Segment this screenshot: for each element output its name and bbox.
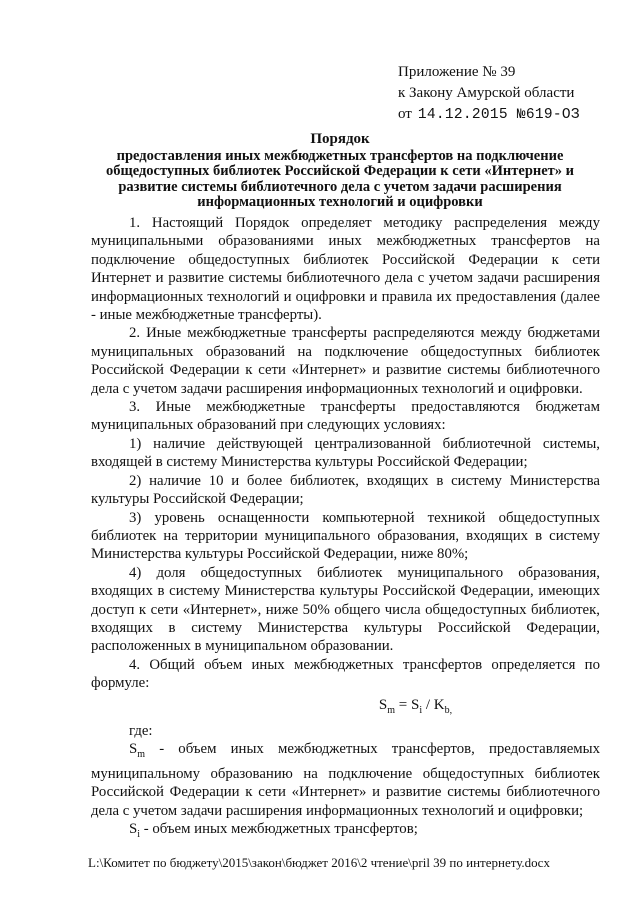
- formula-i-sub: i: [419, 704, 423, 716]
- title-line-1: предоставления иных межбюджетных трансфертов на подключение: [116, 147, 564, 164]
- appendix-from-label: от: [398, 106, 412, 122]
- paragraph-2: 2. Иные межбюджетные трансферты распределяются между бюджетами муниципальных образований на подключение общедоступных библиотек Российской Федерации к сети «Интернет» и развитие системы библиотечного дела с учетом задачи расширения информационных технологий и оцифровки.: [91, 325, 600, 397]
- def-si-sub: i: [137, 828, 141, 840]
- formula: [91, 696, 600, 720]
- condition-3: 3) уровень оснащенности компьютерной техникой общедоступных библиотек на территории муниципального образования, входящих в систему Министерства культуры Российской Федерации, ниже 80%;: [91, 509, 600, 563]
- condition-1: 1) наличие действующей централизованной библиотечной системы, входящей в систему Министерства культуры Российской Федерации;: [91, 435, 600, 471]
- def-sm-symbol: S: [129, 741, 138, 758]
- def-sm-text: - объем иных межбюджетных трансфертов, предоставляемых муниципальному образованию на подключение общедоступных библиотек Российской Федерации к сети «Интернет» и развитие системы библиотечного дела с учетом задачи расширения информационных технологий и оцифровки;: [91, 741, 600, 819]
- appendix-header: [398, 62, 580, 126]
- paragraph-1: 1. Настоящий Порядок определяет методику распределения между муниципальными образованиями иных межбюджетных трансфертов на подключение общедоступных библиотек Российской Федерации к сети Интернет и развитие системы библиотечного дела с учетом задачи расширения информационных технологий и оцифровки и правила их предоставления (далее - иные межбюджетные трансферты).: [91, 215, 600, 324]
- def-si-symbol: S: [129, 820, 138, 837]
- definition-si: [91, 820, 600, 844]
- file-path-footer: L:\Комитет по бюджету\2015\закон\бюджет 2016\2 чтение\pril 39 по интернету.docx: [88, 855, 550, 870]
- law-number-stamp: 14.12.2015 №619-ОЗ: [417, 107, 580, 123]
- title-heading: Порядок: [310, 131, 370, 147]
- formula-mid: = S: [395, 696, 420, 713]
- definition-sm: [91, 740, 600, 820]
- def-sm-sub: m: [137, 749, 146, 761]
- condition-4: 4) доля общедоступных библиотек муниципального образования, входящих в систему Министерства культуры Российской Федерации, имеющих доступ к сети «Интернет», ниже 50% общего числа общедоступных библиотек, входящих в систему Министерства культуры Российской Федерации, расположенных в муниципальном образовании.: [91, 564, 600, 655]
- appendix-date-line: [398, 104, 580, 126]
- formula-b-sub: b,: [444, 704, 453, 716]
- formula-s: S: [378, 696, 388, 713]
- document-body: [91, 214, 600, 844]
- def-si-text: - объем иных межбюджетных трансфертов;: [140, 820, 418, 837]
- title-line-3: развитие системы библиотечного дела с учетом задачи расширения: [118, 178, 562, 195]
- title-line-4: информационных технологий и оцифровки: [197, 194, 483, 210]
- appendix-line-2: к Закону Амурской области: [398, 85, 575, 101]
- document-title: [80, 132, 600, 211]
- condition-2: 2) наличие 10 и более библиотек, входящих в систему Министерства культуры Российской Федерации;: [91, 472, 600, 508]
- appendix-line-1: Приложение № 39: [398, 64, 516, 80]
- title-line-2: общедоступных библиотек Российской Федерации к сети «Интернет» и: [105, 163, 575, 179]
- paragraph-4: 4. Общий объем иных межбюджетных трансфертов определяется по формуле:: [91, 656, 600, 692]
- paragraph-3: 3. Иные межбюджетные трансферты предоставляются бюджетам муниципальных образований при следующих условиях:: [91, 399, 600, 434]
- formula-div: / K: [422, 696, 445, 713]
- where-label: где:: [129, 722, 153, 739]
- formula-s-sub: m: [387, 704, 396, 716]
